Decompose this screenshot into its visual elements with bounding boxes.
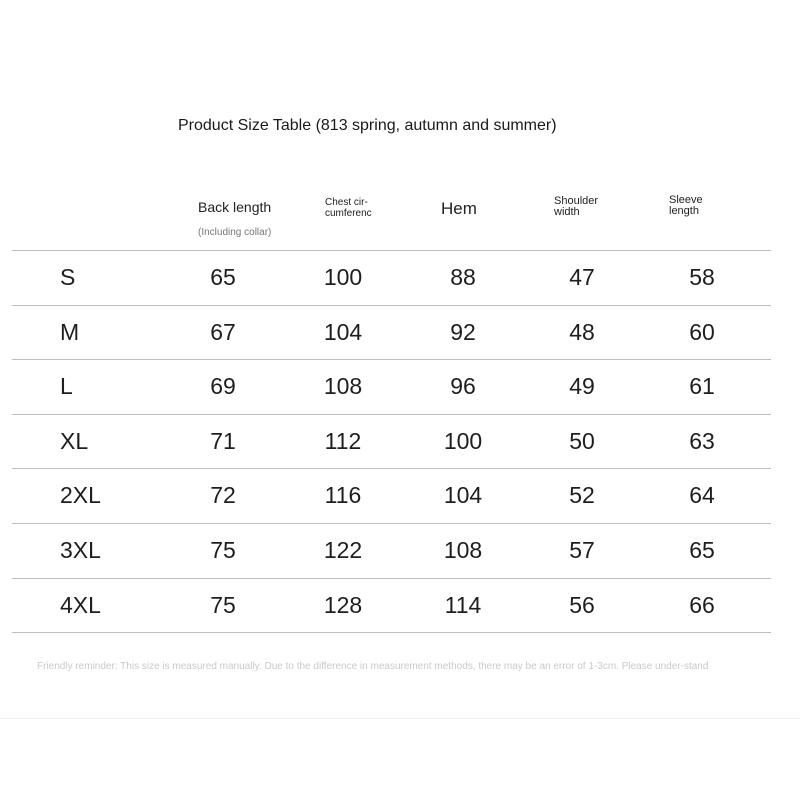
hem-cell: 88 xyxy=(450,264,476,290)
page-divider xyxy=(0,718,800,719)
hem-cell: 114 xyxy=(444,592,482,618)
header-chest-circumference xyxy=(325,197,385,219)
friendly-reminder: Friendly reminder: This size is measured manually. Due to the difference in measurement methods, there may be an error of 1-3cm. Please under-stand xyxy=(37,661,709,672)
back-length-cell: 75 xyxy=(210,537,236,563)
header-back-length-note: (Including collar) xyxy=(198,227,272,238)
hem-cell: 108 xyxy=(443,537,483,563)
table-row xyxy=(0,359,800,413)
table-row xyxy=(0,523,800,577)
size-cell: L xyxy=(60,373,73,399)
chest-cell: 128 xyxy=(323,592,363,618)
table-row xyxy=(0,414,800,468)
hem-cell: 96 xyxy=(450,373,476,399)
shoulder-cell: 47 xyxy=(569,264,595,290)
sleeve-cell: 58 xyxy=(689,264,715,290)
table-divider xyxy=(12,632,771,633)
shoulder-cell: 57 xyxy=(569,537,595,563)
back-length-cell: 72 xyxy=(210,482,236,508)
sleeve-cell: 63 xyxy=(689,428,715,454)
back-length-cell: 71 xyxy=(210,428,236,454)
header-sleeve-line1: Sleeve xyxy=(669,194,703,206)
chest-cell: 108 xyxy=(323,373,363,399)
sleeve-cell: 65 xyxy=(689,537,715,563)
size-cell: 2XL xyxy=(60,482,101,508)
back-length-cell: 69 xyxy=(210,373,236,399)
chest-cell: 112 xyxy=(324,428,362,454)
header-sleeve-length xyxy=(669,195,719,217)
header-shoulder-width xyxy=(554,196,614,218)
hem-cell: 100 xyxy=(443,428,483,454)
shoulder-cell: 48 xyxy=(569,319,595,345)
shoulder-cell: 56 xyxy=(569,592,595,618)
back-length-cell: 65 xyxy=(210,264,236,290)
sleeve-cell: 64 xyxy=(689,482,715,508)
header-sleeve-line2: length xyxy=(669,205,699,217)
table-row xyxy=(0,250,800,304)
sleeve-cell: 61 xyxy=(689,373,715,399)
header-hem: Hem xyxy=(441,199,477,218)
shoulder-cell: 52 xyxy=(569,482,595,508)
chest-cell: 100 xyxy=(323,264,363,290)
chest-cell: 116 xyxy=(324,482,362,508)
shoulder-cell: 49 xyxy=(569,373,595,399)
size-cell: 3XL xyxy=(60,537,101,563)
size-cell: S xyxy=(60,264,76,290)
sleeve-cell: 66 xyxy=(689,592,715,618)
size-cell: M xyxy=(60,319,80,345)
header-shoulder-line1: Shoulder xyxy=(554,195,599,207)
header-back-length: Back length xyxy=(198,199,272,215)
back-length-cell: 67 xyxy=(210,319,236,345)
chest-cell: 104 xyxy=(323,319,363,345)
back-length-cell: 75 xyxy=(210,592,236,618)
size-cell: XL xyxy=(60,428,89,454)
table-row xyxy=(0,578,800,632)
page-title: Product Size Table (813 spring, autumn and summer) xyxy=(178,117,557,134)
header-shoulder-line2: width xyxy=(554,206,580,218)
shoulder-cell: 50 xyxy=(569,428,595,454)
sleeve-cell: 60 xyxy=(689,319,715,345)
hem-cell: 92 xyxy=(450,319,476,345)
table-row xyxy=(0,305,800,359)
header-chest-line1: Chest cir- xyxy=(325,197,368,208)
size-cell: 4XL xyxy=(60,592,101,618)
header-chest-line2: cumferenc xyxy=(325,208,372,219)
hem-cell: 104 xyxy=(443,482,483,508)
table-row xyxy=(0,468,800,522)
chest-cell: 122 xyxy=(323,537,363,563)
